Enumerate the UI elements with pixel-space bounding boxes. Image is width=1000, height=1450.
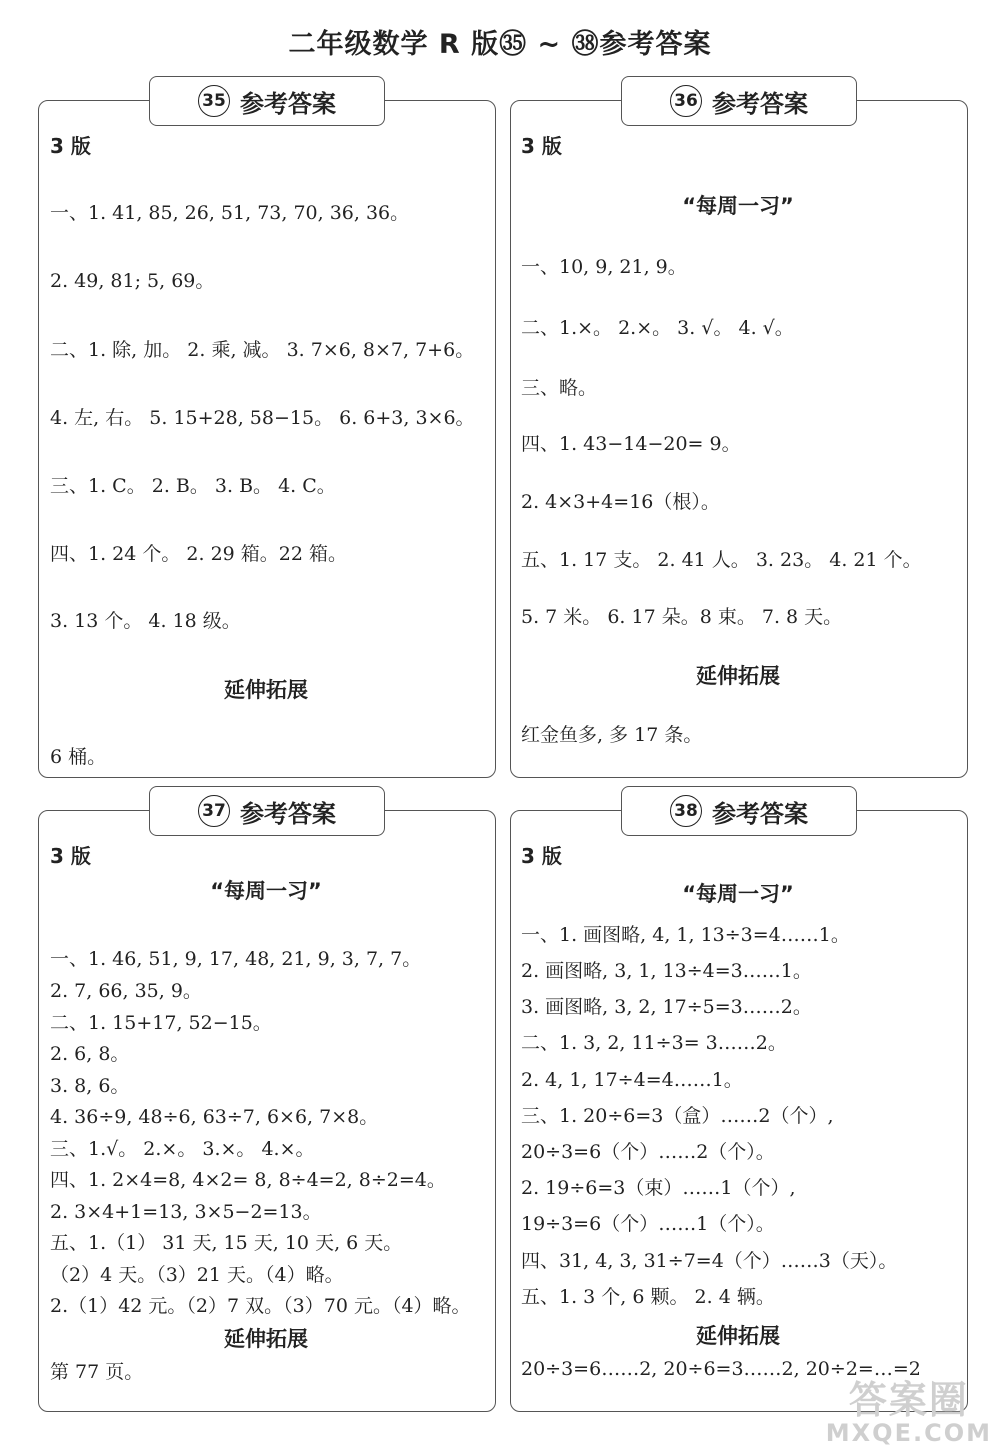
tab-label: 参考答案 <box>712 799 808 828</box>
watermark-url: MXQE.COM <box>825 1418 992 1447</box>
extension-answer: 红金鱼多, 多 17 条。 <box>521 724 703 746</box>
answer-line: 五、1.（1） 31 天, 15 天, 10 天, 6 天。 <box>50 1232 403 1254</box>
edition-label: 3 版 <box>521 844 562 868</box>
circled-number-37: 37 <box>198 795 230 827</box>
answer-line: 三、1. 20÷6=3（盒）……2（个）, <box>521 1105 834 1127</box>
extension-heading: 延伸拓展 <box>224 678 308 702</box>
answer-line: 19÷3=6（个）……1（个）。 <box>521 1213 775 1235</box>
answer-line: 2. 4, 1, 17÷4=4……1。 <box>521 1069 743 1091</box>
answer-line: 2. 19÷6=3（束）……1（个）, <box>521 1177 796 1199</box>
extension-answer: 6 桶。 <box>50 746 107 768</box>
answer-line: 二、1.×。 2.×。 3. √。 4. √。 <box>521 317 794 339</box>
edition-label: 3 版 <box>50 134 91 158</box>
answer-line: 一、1. 46, 51, 9, 17, 48, 21, 9, 3, 7, 7。 <box>50 948 422 970</box>
circled-number-36: 36 <box>670 85 702 117</box>
page-title: 二年级数学 R 版㉟ ~ ㊳参考答案 <box>288 29 712 60</box>
box-tab-38 <box>621 786 857 836</box>
answer-line: 3. 13 个。 4. 18 级。 <box>50 610 241 632</box>
answer-line: 五、1. 17 支。 2. 41 人。 3. 23。 4. 21 个。 <box>521 549 922 571</box>
answer-line: 三、1. C。 2. B。 3. B。 4. C。 <box>50 475 336 497</box>
section-heading: “每周一习” <box>210 879 322 903</box>
answer-line: 4. 左, 右。 5. 15+28, 58−15。 6. 6+3, 3×6。 <box>50 407 475 429</box>
answer-line: 3. 画图略, 3, 2, 17÷5=3……2。 <box>521 996 812 1018</box>
answer-line: 一、10, 9, 21, 9。 <box>521 256 687 278</box>
extension-heading: 延伸拓展 <box>224 1327 308 1351</box>
answer-line: 四、1. 2×4=8, 4×2= 8, 8÷4=2, 8÷2=4。 <box>50 1169 446 1191</box>
box-tab-37 <box>149 786 385 836</box>
circled-number-38: 38 <box>670 795 702 827</box>
answer-line: 四、1. 24 个。 2. 29 箱。22 箱。 <box>50 543 348 565</box>
section-heading: “每周一习” <box>682 194 794 218</box>
answer-line: 二、1. 3, 2, 11÷3= 3……2。 <box>521 1032 787 1054</box>
edition-label: 3 版 <box>521 134 562 158</box>
section-heading: “每周一习” <box>682 882 794 906</box>
answer-line: （2）4 天。（3）21 天。（4）略。 <box>50 1264 344 1286</box>
answer-line: 一、1. 41, 85, 26, 51, 73, 70, 36, 36。 <box>50 202 410 224</box>
answer-line: 2. 4×3+4=16（根）。 <box>521 491 720 513</box>
answer-line: 20÷3=6（个）……2（个）。 <box>521 1141 775 1163</box>
answer-line: 3. 8, 6。 <box>50 1075 130 1097</box>
answer-line: 三、1.√。 2.×。 3.×。 4.×。 <box>50 1138 315 1160</box>
circled-number-35: 35 <box>198 85 230 117</box>
tab-label: 参考答案 <box>712 89 808 118</box>
box-tab-36 <box>621 76 857 126</box>
answer-line: 2. 6, 8。 <box>50 1043 130 1065</box>
answer-line: 4. 36÷9, 48÷6, 63÷7, 6×6, 7×8。 <box>50 1106 379 1128</box>
answer-line: 2. 3×4+1=13, 3×5−2=13。 <box>50 1201 322 1223</box>
answer-line: 二、1. 15+17, 52−15。 <box>50 1012 272 1034</box>
watermark-logo <box>825 1377 992 1447</box>
extension-answer: 第 77 页。 <box>50 1361 144 1383</box>
answer-line: 四、1. 43−14−20= 9。 <box>521 433 741 455</box>
answer-line: 二、1. 除, 加。 2. 乘, 减。 3. 7×6, 8×7, 7+6。 <box>50 339 475 361</box>
answer-line: 四、31, 4, 3, 31÷7=4（个）……3（天）。 <box>521 1250 898 1272</box>
box-tab-35 <box>149 76 385 126</box>
answer-line: 三、略。 <box>521 377 598 399</box>
extension-heading: 延伸拓展 <box>696 664 780 688</box>
tab-label: 参考答案 <box>240 799 336 828</box>
answer-line: 2. 49, 81; 5, 69。 <box>50 270 215 292</box>
edition-label: 3 版 <box>50 844 91 868</box>
tab-label: 参考答案 <box>240 89 336 118</box>
answer-line: 2.（1）42 元。（2）7 双。（3）70 元。（4）略。 <box>50 1295 471 1317</box>
answer-line: 五、1. 3 个, 6 颗。 2. 4 辆。 <box>521 1286 775 1308</box>
answer-line: 5. 7 米。 6. 17 朵。8 束。 7. 8 天。 <box>521 606 843 628</box>
watermark-text: 答案圈 <box>848 1377 969 1422</box>
extension-heading: 延伸拓展 <box>696 1324 780 1348</box>
answer-line: 2. 7, 66, 35, 9。 <box>50 980 202 1002</box>
extension-answer: 20÷3=6……2, 20÷6=3……2, 20÷2=…=2 <box>521 1358 921 1380</box>
answer-line: 一、1. 画图略, 4, 1, 13÷3=4……1。 <box>521 924 850 946</box>
answer-line: 2. 画图略, 3, 1, 13÷4=3……1。 <box>521 960 812 982</box>
